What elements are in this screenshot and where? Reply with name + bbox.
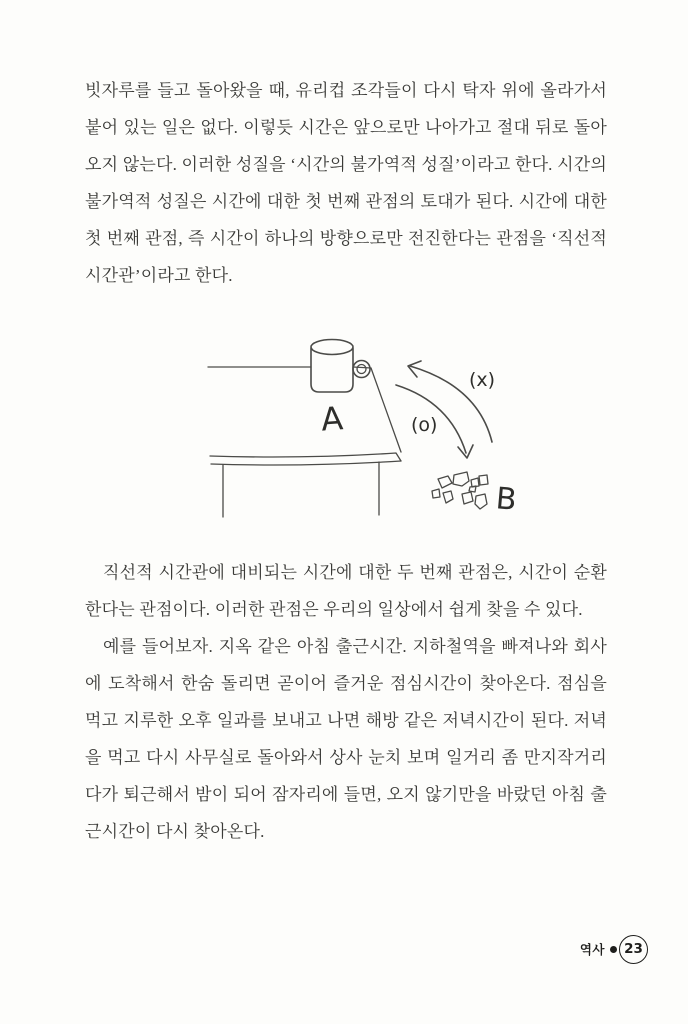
body-text-line: 한다는 관점이다. 이러한 관점은 우리의 일상에서 쉽게 찾을 수 있다. (85, 600, 583, 619)
paragraph-2-3 (85, 554, 607, 850)
paragraph-1 (85, 72, 607, 294)
cup-state-label: A (319, 399, 345, 439)
page-number-badge (619, 935, 648, 964)
reverse-arrow-label: (x) (469, 369, 496, 391)
table-drawing (208, 367, 401, 517)
body-text-line: 빗자루를 들고 돌아왔을 때, 유리컵 조각들이 다시 탁자 위에 올라가서 (85, 81, 607, 100)
body-text-line: 먹고 지루한 오후 일과를 보내고 나면 해방 같은 저녁시간이 된다. 저녁 (85, 711, 607, 730)
body-text-line: 붙어 있는 일은 없다. 이렇듯 시간은 앞으로만 나아가고 절대 뒤로 돌아 (85, 118, 607, 137)
page-number: 23 (624, 941, 643, 957)
shards-state-label: B (494, 481, 518, 518)
page-footer (580, 934, 648, 964)
body-text-line: 다가 퇴근해서 밤이 되어 잠자리에 들면, 오지 않기만을 바랐던 아침 출 (85, 785, 607, 804)
body-text-line: 근시간이 다시 찾아온다. (85, 822, 265, 841)
body-text-line: 불가역적 성질은 시간에 대한 첫 번째 관점의 토대가 된다. 시간에 대한 (85, 192, 607, 211)
body-text-line: 을 먹고 다시 사무실로 돌아와서 상사 눈치 보며 일거리 좀 만지작거리 (85, 748, 607, 767)
body-text-line: 직선적 시간관에 대비되는 시간에 대한 두 번째 관점은, 시간이 순환 (103, 563, 607, 582)
footer-dot-icon (610, 946, 617, 953)
body-text-line: 첫 번째 관점, 즉 시간이 하나의 방향으로만 전진한다는 관점을 ‘직선적 (85, 229, 607, 248)
body-text-line: 시간관’이라고 한다. (85, 266, 233, 285)
mug-icon (311, 340, 370, 393)
forward-arrow-label: (o) (411, 414, 438, 436)
glass-shards-icon (432, 472, 488, 509)
section-label: 역사 (579, 942, 605, 957)
cup-table-illustration (190, 328, 530, 528)
body-text-line: 예를 들어보자. 지옥 같은 아침 출근시간. 지하철역을 빠져나와 회사 (103, 637, 607, 656)
body-text-line: 오지 않는다. 이러한 성질을 ‘시간의 불가역적 성질’이라고 한다. 시간의 (85, 155, 607, 174)
body-text-line: 에 도착해서 한숨 돌리면 곧이어 즐거운 점심시간이 찾아온다. 점심을 (85, 674, 607, 693)
